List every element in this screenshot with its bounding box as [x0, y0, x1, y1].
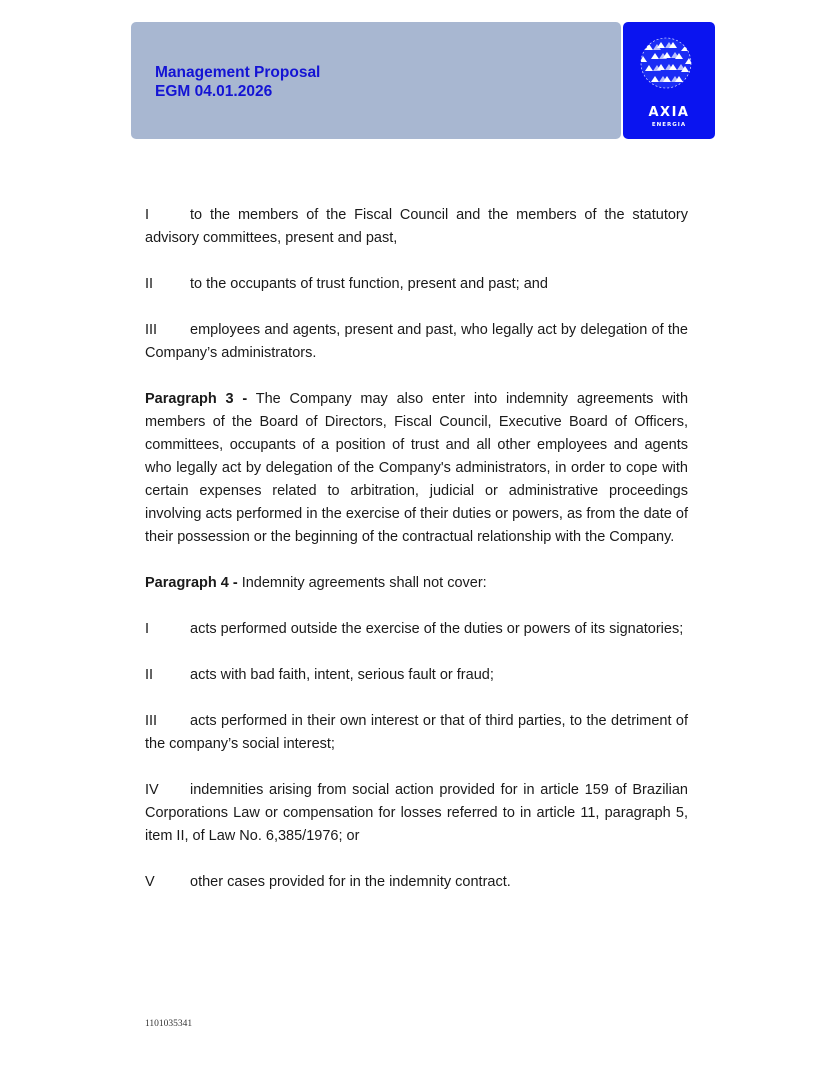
item-text: to the occupants of trust function, present and past; and	[190, 276, 548, 292]
list-item	[145, 204, 688, 250]
item-number: III	[145, 713, 158, 729]
item-number: I	[145, 621, 150, 637]
item-number: III	[145, 322, 158, 338]
list-item	[145, 273, 688, 296]
paragraph-text: Indemnity agreements shall not cover:	[237, 575, 487, 591]
paragraph-4	[145, 572, 688, 595]
item-text: acts performed outside the exercise of the duties or powers of its signatories;	[190, 621, 684, 637]
list-item	[145, 779, 688, 848]
document-id: 1101035341	[145, 1019, 193, 1029]
globe-icon	[639, 36, 693, 90]
item-text: acts with bad faith, intent, serious fault or fraud;	[190, 667, 494, 683]
paragraph-3	[145, 388, 688, 549]
logo-name: AXIA	[648, 105, 690, 120]
item-number: II	[145, 276, 154, 292]
paragraph-text: The Company may also enter into indemnity agreements with members of the Board of Directors, Fiscal Council, Executive Board of Officers, committees, occupants of a position of trust and all other employees and agents who legally act by delegation of the Company's administrators, in order to cope with certain expenses related to arbitration, judicial or administrative proceedings involving acts performed in the exercise of their duties or powers, as from the date of their possession or the beginning of the contractual relationship with the Company.	[145, 391, 689, 545]
item-text: employees and agents, present and past, who legally act by delegation of the Company’s administrators.	[145, 322, 688, 361]
item-text: to the members of the Fiscal Council and the members of the statutory advisory committees, present and past,	[145, 207, 688, 246]
list-item	[145, 710, 688, 756]
list-item	[145, 618, 688, 641]
item-number: II	[145, 667, 154, 683]
list-item	[145, 319, 688, 365]
item-text: acts performed in their own interest or that of third parties, to the detriment of the company’s social interest;	[145, 713, 688, 752]
item-text: other cases provided for in the indemnity contract.	[190, 874, 511, 890]
title-line-2: EGM 04.01.2026	[155, 83, 273, 100]
list-item	[145, 664, 688, 687]
logo-subtitle: ENERGIA	[651, 122, 687, 128]
item-text: indemnities arising from social action provided for in article 159 of Brazilian Corporations Law or compensation for losses referred to in article 11, paragraph 5, item II, of Law No. 6,385/1976; or	[145, 782, 688, 844]
item-number: I	[145, 207, 150, 223]
paragraph-label: Paragraph 4 -	[145, 575, 238, 591]
company-logo	[623, 22, 715, 139]
header-banner	[131, 22, 621, 139]
list-item	[145, 871, 688, 894]
document-body	[145, 204, 688, 917]
item-number: V	[145, 874, 155, 890]
item-number: IV	[145, 782, 159, 798]
title-line-1: Management Proposal	[155, 64, 321, 81]
document-title	[155, 63, 320, 101]
paragraph-label: Paragraph 3 -	[145, 391, 248, 407]
